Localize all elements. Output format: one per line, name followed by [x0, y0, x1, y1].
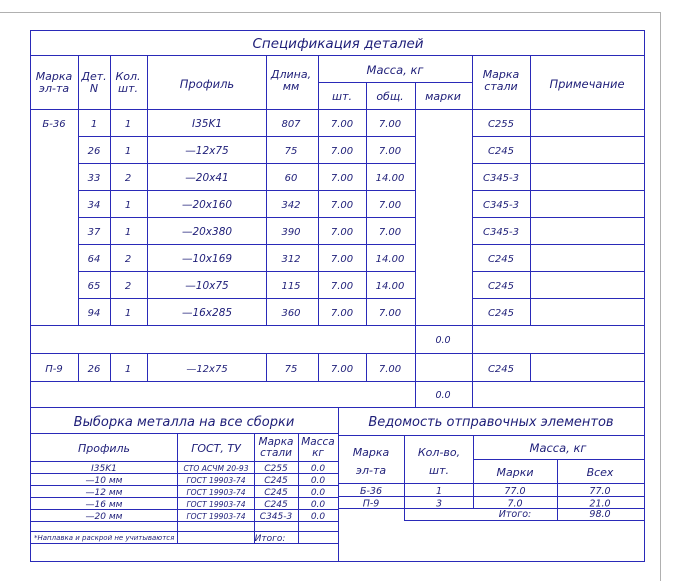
selection-mass: 0.0 — [310, 476, 326, 486]
selection-total-label: Итого: — [254, 534, 286, 544]
row-total: 14.00 — [375, 173, 405, 184]
selection-steel: С245 — [264, 500, 288, 510]
header-mark-2: эл-та — [38, 82, 70, 95]
row-steel: С245 — [487, 254, 515, 265]
shipping-header-mass-all: Всех — [586, 466, 614, 479]
selection-row — [86, 488, 326, 498]
shipping-m_all: 21.0 — [589, 498, 611, 510]
selection-steel: С245 — [264, 488, 288, 498]
row-length: 342 — [281, 200, 301, 211]
row-total: 7.00 — [378, 308, 402, 319]
row-qty: 2 — [124, 173, 132, 184]
row-profile: —10x75 — [185, 280, 229, 292]
header-qty-1: Кол. — [115, 70, 141, 83]
row-steel: С245 — [487, 281, 515, 292]
header-steel-1: Марка — [482, 68, 520, 81]
row-steel: С245 — [487, 364, 515, 375]
shipping-title: Ведомость отправочных элементов — [368, 415, 614, 430]
row-pc: 7.00 — [330, 146, 354, 157]
shipping-header-qty-2: шт. — [429, 464, 449, 477]
selection-gost: ГОСТ 19903-74 — [186, 476, 246, 485]
row-pc: 7.00 — [330, 200, 354, 211]
row-mark: Б-36 — [42, 119, 66, 130]
row-det: 1 — [90, 119, 98, 130]
header-det-1: Дет. — [81, 70, 107, 83]
shipping-header-qty-1: Кол-во, — [417, 446, 461, 459]
row-profile: —20x41 — [185, 172, 229, 184]
shipping-row — [363, 499, 611, 510]
row-pc: 7.00 — [330, 281, 354, 292]
row-pc: 7.00 — [330, 119, 354, 130]
row-profile: —10x169 — [181, 253, 233, 265]
shipping-header-mark-2: эл-та — [355, 464, 387, 477]
selection-row — [86, 500, 326, 510]
selection-profile: —16 мм — [85, 500, 123, 510]
row-length: 360 — [281, 308, 301, 319]
shipping-header-mass-marks: Марки — [496, 466, 534, 479]
row-qty: 1 — [124, 119, 132, 130]
row-mass-total: 7.00 — [378, 364, 402, 375]
shipping-total-label: Итого: — [498, 509, 532, 520]
row-det: 94 — [87, 308, 101, 319]
shipping-m_all: 77.0 — [589, 486, 611, 497]
spec-row — [42, 118, 514, 130]
selection-steel: С345-3 — [259, 512, 293, 522]
row-steel: С345-3 — [482, 200, 520, 211]
row-qty: 1 — [124, 308, 132, 319]
shipping-qty: 3 — [435, 498, 443, 510]
row-det: 65 — [87, 281, 101, 292]
selection-gost: ГОСТ 19903-74 — [186, 500, 246, 509]
row-det: 33 — [87, 173, 101, 184]
row-profile: —12x75 — [185, 145, 229, 157]
row-profile: —20x380 — [181, 226, 233, 238]
selection-row — [86, 512, 326, 522]
row-qty: 1 — [124, 364, 132, 375]
header-profile: Профиль — [179, 77, 235, 91]
header-length-2: мм — [282, 80, 300, 93]
row-total: 14.00 — [375, 281, 405, 292]
selection-gost: ГОСТ 19903-74 — [186, 512, 246, 521]
row-length: 60 — [284, 173, 298, 184]
row-total: 7.00 — [378, 227, 402, 238]
header-length-1: Длина, — [270, 68, 312, 81]
selection-mass: 0.0 — [310, 512, 326, 522]
row-length: 390 — [281, 227, 301, 238]
selection-row — [86, 476, 326, 486]
selection-row — [91, 464, 325, 474]
row-steel: С245 — [487, 146, 515, 157]
shipping-row — [360, 486, 611, 497]
selection-footnote: *Наплавка и раскрой не учитываются — [34, 534, 175, 542]
row-length: 115 — [281, 281, 301, 292]
selection-steel: С255 — [264, 464, 288, 474]
row-qty: 1 — [124, 200, 132, 211]
header-mass-total: общ. — [376, 90, 404, 103]
spec-row — [88, 145, 514, 157]
row-pc: 7.00 — [330, 173, 354, 184]
spec-rows — [42, 118, 519, 319]
selection-steel: С245 — [264, 476, 288, 486]
selection-header-steel-2: стали — [260, 447, 292, 459]
shipping-header-mass: Масса, кг — [529, 441, 587, 455]
selection-title: Выборка металла на все сборки — [73, 415, 295, 430]
row-mass-pc: 7.00 — [330, 364, 354, 375]
shipping-total-value: 98.0 — [589, 509, 611, 520]
selection-profile: —20 мм — [85, 512, 123, 522]
row-length: 75 — [284, 146, 298, 157]
row-steel: С255 — [487, 119, 515, 130]
spec-row-p9 — [45, 364, 514, 375]
row-mark: П-9 — [45, 364, 63, 375]
selection-profile: I35K1 — [91, 464, 117, 474]
shipping-rows — [360, 486, 611, 510]
row-steel: С345-3 — [482, 173, 520, 184]
spec-row — [88, 280, 514, 292]
spec-row — [88, 253, 514, 265]
shipping-mark: П-9 — [362, 498, 380, 510]
selection-rows — [86, 464, 326, 522]
shipping-qty: 1 — [435, 486, 443, 497]
selection-profile: —10 мм — [85, 476, 123, 486]
row-qty: 1 — [124, 146, 132, 157]
row-total: 7.00 — [378, 146, 402, 157]
subtotal-mass-p9: 0.0 — [435, 390, 451, 401]
spec-row — [88, 226, 519, 238]
row-profile: —16x285 — [181, 307, 233, 319]
shipping-m_mark: 77.0 — [504, 486, 526, 497]
row-pc: 7.00 — [330, 227, 354, 238]
row-pc: 7.00 — [330, 254, 354, 265]
row-profile: —12x75 — [186, 364, 228, 375]
shipping-elements-table — [353, 415, 614, 520]
header-det-2: N — [89, 82, 99, 95]
row-steel: С245 — [487, 308, 515, 319]
row-det: 34 — [87, 200, 101, 211]
row-total: 14.00 — [375, 254, 405, 265]
row-profile: —20x160 — [181, 199, 233, 211]
selection-header-mass-2: кг — [312, 447, 324, 459]
selection-header-gost: ГОСТ, ТУ — [191, 442, 241, 455]
header-mass-pc: шт. — [332, 90, 352, 103]
selection-mass: 0.0 — [310, 464, 326, 474]
selection-mass: 0.0 — [310, 488, 326, 498]
header-qty-2: шт. — [118, 82, 138, 95]
row-profile: I35K1 — [191, 118, 223, 130]
row-length: 807 — [281, 119, 301, 130]
selection-header-profile: Профиль — [77, 442, 131, 455]
selection-header-mass-1: Масса — [301, 436, 335, 448]
header-mass: Масса, кг — [366, 63, 424, 77]
row-det: 26 — [87, 146, 101, 157]
row-length: 75 — [284, 364, 298, 375]
selection-gost: СТО АСЧМ 20-93 — [183, 464, 249, 473]
row-det: 37 — [87, 227, 101, 238]
row-det: 26 — [87, 364, 101, 375]
row-qty: 2 — [124, 281, 132, 292]
shipping-header-mark-1: Марка — [352, 446, 390, 459]
subtotal-mass-b36: 0.0 — [435, 335, 451, 346]
metal-selection-table — [34, 415, 335, 544]
header-note: Примечание — [549, 77, 625, 91]
selection-header-steel-1: Марка — [258, 436, 294, 448]
header-steel-2: стали — [484, 80, 518, 93]
row-det: 64 — [87, 254, 101, 265]
spec-row — [88, 307, 514, 319]
spec-row — [88, 172, 519, 184]
shipping-mark: Б-36 — [359, 486, 383, 497]
row-pc: 7.00 — [330, 308, 354, 319]
spec-row — [88, 199, 519, 211]
row-length: 312 — [281, 254, 301, 265]
row-total: 7.00 — [378, 119, 402, 130]
row-qty: 2 — [124, 254, 132, 265]
selection-profile: —12 мм — [85, 488, 123, 498]
row-qty: 1 — [124, 227, 132, 238]
header-mass-mark: марки — [425, 90, 461, 103]
selection-gost: ГОСТ 19903-74 — [186, 488, 246, 497]
selection-mass: 0.0 — [310, 500, 326, 510]
row-steel: С345-3 — [482, 227, 520, 238]
header-mark-1: Марка — [35, 70, 73, 83]
shipping-m_mark: 7.0 — [507, 498, 523, 510]
spec-title: Спецификация деталей — [252, 36, 424, 52]
row-total: 7.00 — [378, 200, 402, 211]
